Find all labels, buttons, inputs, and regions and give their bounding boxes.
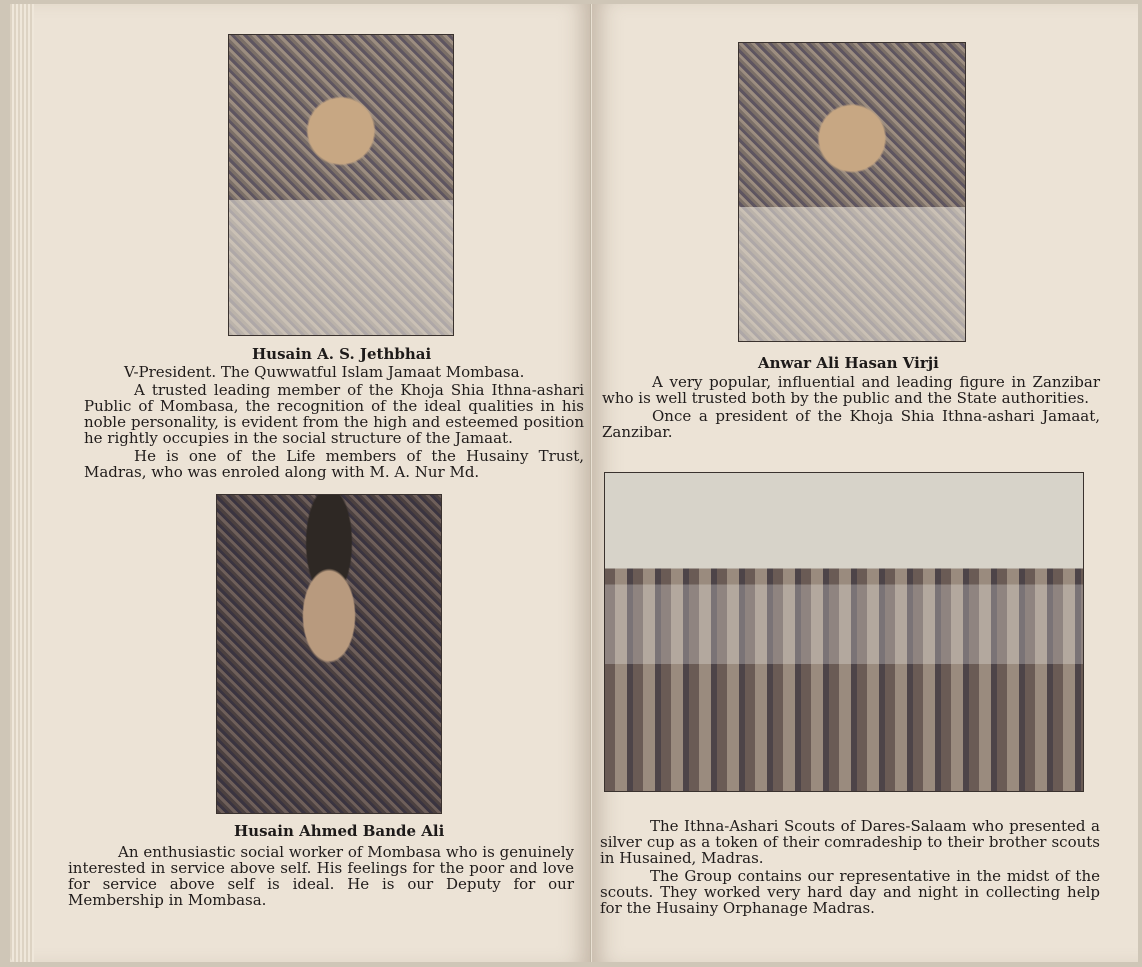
bio-paragraph: The Group contains our representative in the midst of the scouts. They worked very hard day and night in collecting help for the Husainy Orphanage Madras. [600, 867, 1100, 917]
right-page [592, 4, 1138, 962]
left-page [10, 4, 591, 962]
bio-paragraph: He is one of the Life members of the Husainy Trust, Madras, who was enroled along with M. A. Nur Md. [84, 447, 584, 481]
person-bio [602, 374, 1100, 442]
bio-paragraph: A trusted leading member of the Khoja Shia Ithna-ashari Public of Mombasa, the recognition of the ideal qualities in his noble personality, is evident from the high and esteemed position he rightly occupies in the social structure of the Jamaat. [84, 381, 584, 447]
bio-paragraph: Once a president of the Khoja Shia Ithna-ashari Jamaat, Zanzibar. [602, 407, 1100, 441]
open-book [10, 4, 1138, 962]
bio-paragraph: A very popular, influential and leading figure in Zanzibar who is well trusted both by the public and the State authorities. [602, 373, 1100, 407]
portrait-photo-husain-jethbhai [228, 34, 454, 336]
person-name: Anwar Ali Hasan Virji [758, 354, 939, 372]
page-edges [10, 4, 34, 962]
bio-paragraph: An enthusiastic social worker of Mombasa who is genuinely interested in service above self. His feelings for the poor and love for service above self is ideal. He is our Deputy for our Membership in Mombasa. [68, 843, 574, 909]
bio-paragraph: The Ithna-Ashari Scouts of Dares-Salaam who presented a silver cup as a token of their comradeship to their brother scouts in Husained, Madras. [600, 817, 1100, 867]
portrait-photo-husain-bande-ali [216, 494, 442, 814]
person-name: Husain A. S. Jethbhai [252, 345, 432, 363]
group-description [600, 818, 1100, 918]
portrait-photo-anwar-virji [738, 42, 966, 342]
group-photo-scouts [604, 472, 1084, 792]
role-line: V-President. The Quwwatful Islam Jamaat Mombasa. [124, 363, 525, 381]
person-bio [84, 364, 584, 482]
person-name: Husain Ahmed Bande Ali [234, 822, 445, 840]
person-bio [68, 844, 574, 910]
